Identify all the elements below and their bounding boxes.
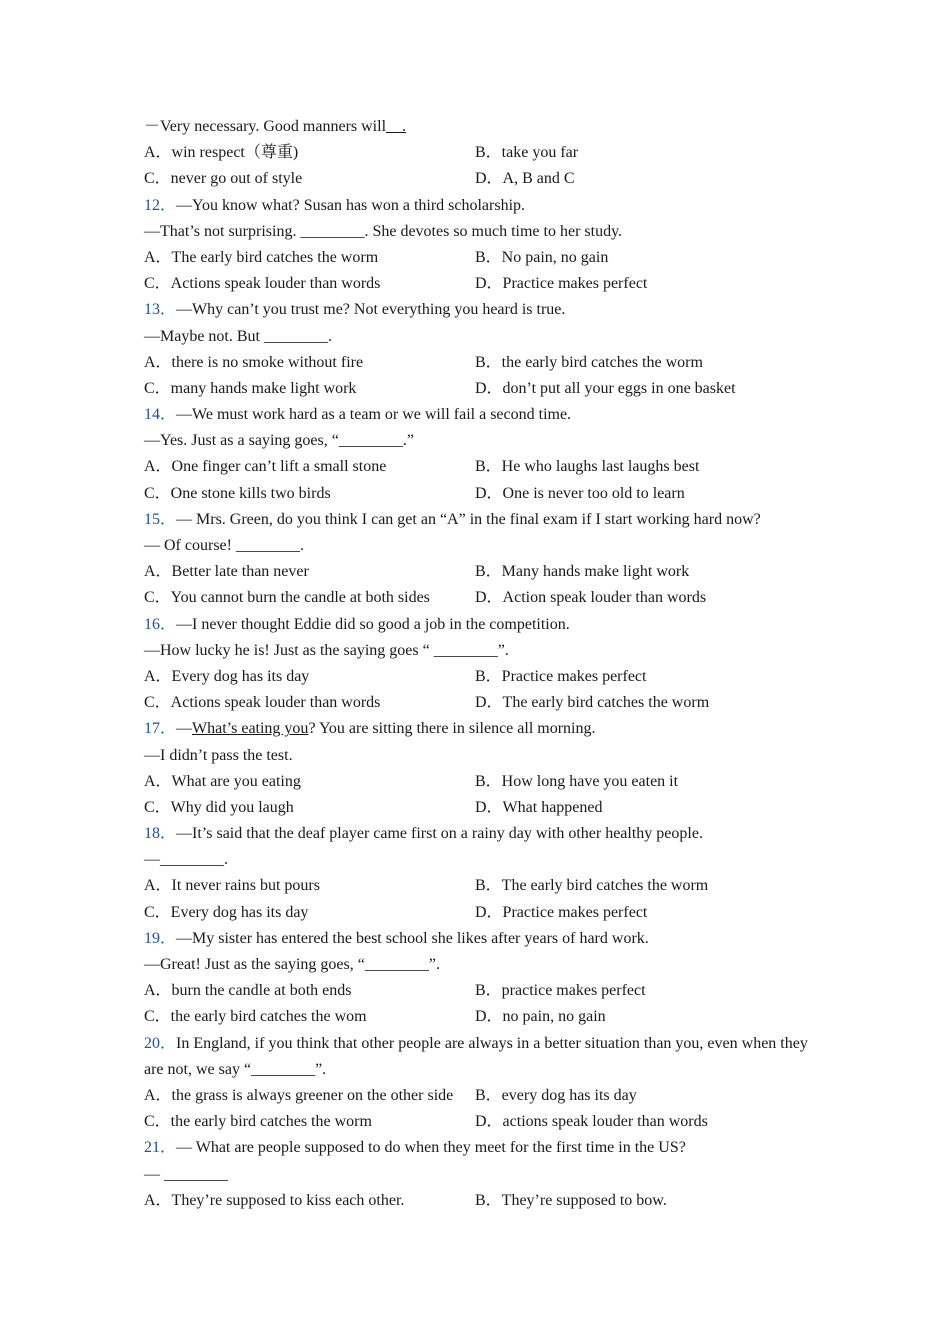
q14-options-row-2 — [144, 481, 814, 507]
q11-option-d[interactable]: D．A, B and C — [475, 170, 575, 188]
q15-number: 15． — [144, 510, 177, 528]
q18-option-b[interactable]: B．The early bird catches the worm — [475, 877, 709, 895]
q17-options-row-1 — [144, 769, 814, 795]
q12-option-d[interactable]: D．Practice makes perfect — [475, 275, 648, 293]
q11-blank: __. — [386, 118, 407, 135]
q18-option-a[interactable]: A．It never rains but pours — [144, 877, 320, 895]
q11-option-c[interactable]: C．never go out of style — [144, 170, 303, 188]
q17-underlined-phrase: What’s eating you — [192, 720, 309, 738]
q18-stem — [144, 821, 814, 847]
q16-stem-text: —I never thought Eddie did so good a job in the competition. — [176, 615, 570, 633]
q17-option-c[interactable]: C．Why did you laugh — [144, 798, 294, 816]
q15-option-b[interactable]: B．Many hands make light work — [475, 563, 690, 581]
q17-options-row-2 — [144, 795, 814, 821]
q16-option-d[interactable]: D．The early bird catches the worm — [475, 694, 710, 712]
q19-reply: —Great! Just as the saying goes, “________”. — [144, 956, 440, 973]
q19-option-a[interactable]: A．burn the candle at both ends — [144, 982, 352, 1000]
q18-options-row-1 — [144, 873, 814, 899]
q19-option-b[interactable]: B．practice makes perfect — [475, 982, 646, 1000]
q14-option-d[interactable]: D．One is never too old to learn — [475, 484, 685, 502]
q19-number: 19． — [144, 929, 177, 947]
q14-option-a[interactable]: A．One finger can’t lift a small stone — [144, 458, 387, 476]
q19-options-row-2 — [144, 1004, 814, 1030]
q17-reply: —I didn’t pass the test. — [144, 746, 293, 764]
q11-option-b[interactable]: B．take you far — [475, 144, 579, 162]
q21-option-a[interactable]: A．They’re supposed to kiss each other. — [144, 1191, 405, 1209]
q16-reply: —How lucky he is! Just as the saying goes “ ________”. — [144, 641, 509, 659]
q15-reply: — Of course! ________. — [144, 537, 304, 554]
q21-stem-text: — What are people supposed to do when they meet for the first time in the US? — [176, 1139, 686, 1157]
q17-stem — [144, 716, 814, 742]
q15-stem-text: — Mrs. Green, do you think I can get an “A” in the final exam if I start working hard now? — [176, 510, 761, 528]
q20-number: 20． — [144, 1034, 177, 1052]
q11-options-row-2 — [144, 166, 814, 192]
q21-options-row-1 — [144, 1188, 814, 1214]
q12-stem — [144, 193, 814, 219]
q15-option-c[interactable]: C．You cannot burn the candle at both sides — [144, 589, 430, 607]
q19-stem — [144, 926, 814, 952]
q14-option-c[interactable]: C．One stone kills two birds — [144, 484, 331, 502]
q17-stem-post: ? You are sitting there in silence all morning. — [308, 720, 596, 738]
q11-option-a[interactable]: A．win respect（尊重) — [144, 144, 299, 162]
q19-option-c[interactable]: C．the early bird catches the wom — [144, 1008, 367, 1026]
q14-options-row-1 — [144, 454, 814, 480]
q16-option-a[interactable]: A．Every dog has its day — [144, 667, 310, 685]
q14-stem — [144, 402, 814, 428]
q14-reply: —Yes. Just as a saying goes, “________.” — [144, 432, 414, 450]
q11-reply — [144, 114, 814, 140]
q20-options-row-2 — [144, 1109, 814, 1135]
q14-option-b[interactable]: B．He who laughs last laughs best — [475, 458, 700, 476]
q16-stem — [144, 612, 814, 638]
q16-option-b[interactable]: B．Practice makes perfect — [475, 667, 647, 685]
q17-option-d[interactable]: D．What happened — [475, 798, 603, 816]
q12-number: 12． — [144, 196, 177, 214]
q13-number: 13． — [144, 301, 177, 319]
q18-option-d[interactable]: D．Practice makes perfect — [475, 903, 648, 921]
q15-option-a[interactable]: A．Better late than never — [144, 563, 309, 581]
q14-stem-text: —We must work hard as a team or we will fail a second time. — [176, 406, 572, 424]
q13-options-row-2 — [144, 376, 814, 402]
q13-option-b[interactable]: B．the early bird catches the worm — [475, 353, 703, 371]
q18-number: 18． — [144, 825, 177, 843]
q13-option-a[interactable]: A．there is no smoke without fire — [144, 353, 364, 371]
q20-option-d[interactable]: D．actions speak louder than words — [475, 1113, 708, 1131]
q11-reply-text: －Very necessary. Good manners will — [144, 118, 387, 135]
q17-option-a[interactable]: A．What are you eating — [144, 772, 301, 790]
q20-option-b[interactable]: B．every dog has its day — [475, 1086, 637, 1104]
q20-options-row-1 — [144, 1083, 814, 1109]
q12-stem-text: —You know what? Susan has won a third scholarship. — [176, 196, 526, 214]
q15-options-row-1 — [144, 559, 814, 585]
q18-reply: —________. — [144, 851, 228, 869]
q18-stem-text: —It’s said that the deaf player came first on a rainy day with other healthy people. — [176, 825, 703, 843]
q12-options-row-1 — [144, 245, 814, 271]
q20-stem-text: In England, if you think that other people are always in a better situation than you, even when they are not, we say “________”. — [144, 1034, 808, 1078]
worksheet-page — [144, 114, 814, 1214]
q12-reply: —That’s not surprising. ________. She devotes so much time to her study. — [144, 222, 623, 240]
q13-stem — [144, 297, 814, 323]
q15-stem — [144, 507, 814, 533]
q19-options-row-1 — [144, 978, 814, 1004]
q15-options-row-2 — [144, 585, 814, 611]
q21-reply: — ________ — [144, 1165, 228, 1183]
q20-stem — [144, 1031, 814, 1083]
q20-option-c[interactable]: C．the early bird catches the worm — [144, 1113, 372, 1131]
q20-option-a[interactable]: A．the grass is always greener on the other side — [144, 1086, 454, 1104]
q19-option-d[interactable]: D．no pain, no gain — [475, 1008, 606, 1026]
q13-options-row-1 — [144, 350, 814, 376]
q15-option-d[interactable]: D．Action speak louder than words — [475, 589, 707, 607]
q16-options-row-1 — [144, 664, 814, 690]
q21-stem — [144, 1135, 814, 1161]
q17-number: 17． — [144, 720, 177, 738]
q12-option-b[interactable]: B．No pain, no gain — [475, 248, 609, 266]
q18-options-row-2 — [144, 900, 814, 926]
q13-option-c[interactable]: C．many hands make light work — [144, 379, 357, 397]
q12-options-row-2 — [144, 271, 814, 297]
q21-option-b[interactable]: B．They’re supposed to bow. — [475, 1191, 667, 1209]
q16-number: 16． — [144, 615, 177, 633]
q13-option-d[interactable]: D．don’t put all your eggs in one basket — [475, 379, 736, 397]
q14-number: 14． — [144, 406, 177, 424]
q11-options-row-1 — [144, 140, 814, 166]
q12-option-a[interactable]: A．The early bird catches the worm — [144, 248, 379, 266]
q18-option-c[interactable]: C．Every dog has its day — [144, 903, 309, 921]
q17-stem-pre: — — [176, 720, 193, 738]
q13-stem-text: —Why can’t you trust me? Not everything you heard is true. — [176, 301, 566, 319]
q16-options-row-2 — [144, 690, 814, 716]
q17-option-b[interactable]: B．How long have you eaten it — [475, 772, 679, 790]
q12-option-c[interactable]: C．Actions speak louder than words — [144, 275, 381, 293]
q21-number: 21． — [144, 1139, 177, 1157]
q19-stem-text: —My sister has entered the best school she likes after years of hard work. — [176, 929, 649, 947]
q13-reply: —Maybe not. But ________. — [144, 327, 332, 345]
q16-option-c[interactable]: C．Actions speak louder than words — [144, 694, 381, 712]
